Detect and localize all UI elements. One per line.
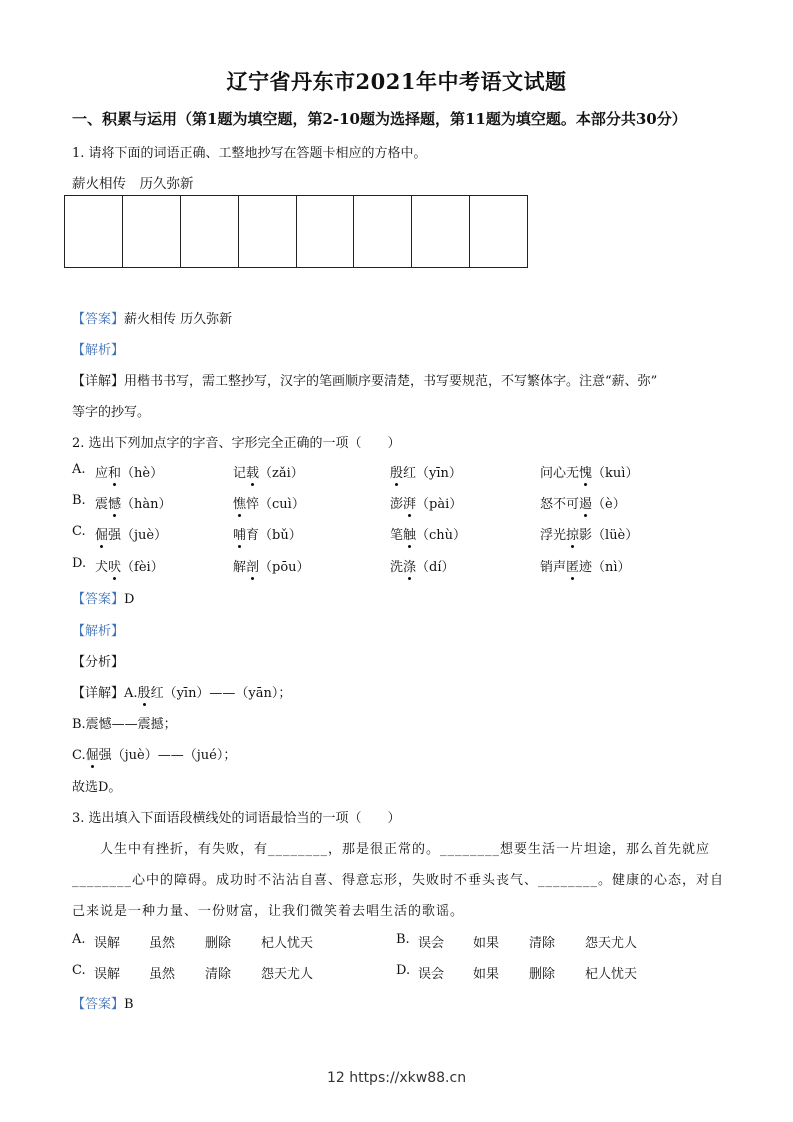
grid-cell [181, 196, 239, 267]
grid-cell [470, 196, 527, 267]
q3-option-word: 虽然 [149, 936, 176, 951]
q3-paragraph-line1: 人生中有挫折，有失败，有________，那是很正常的。________想要生活一片坦途，那么首先就应 [100, 842, 711, 857]
q2-option-item: 澎湃（pài） [390, 497, 463, 512]
q2-option-item: 哺育（bǔ） [233, 528, 302, 543]
q3-answer-line [72, 993, 134, 1012]
q1-detail-text: 用楷书书写，需工整抄写，汉字的笔画顺序要清楚，书写要规范，不写繁体字。注意“薪、弥” [124, 374, 658, 389]
q2-option-item: 销声匿迹（nì） [540, 560, 631, 575]
q3-option-label: B. [396, 932, 410, 947]
q3-option-word: 杞人忧天 [585, 967, 638, 982]
answer-tag: 【答案】 [72, 997, 125, 1012]
q2-option-label: C. [72, 524, 86, 539]
grid-cell [239, 196, 297, 267]
q1-words: 薪火相传 历久弥新 [72, 176, 194, 192]
q2-option-item: 笔触（chù） [390, 528, 467, 543]
q2-option-item: 记载（zǎi） [233, 466, 304, 481]
grid-cell [412, 196, 470, 267]
q2-option-item: 洗涤（dí） [390, 560, 455, 575]
q3-paragraph-line2: ________心中的障碍。成功时不沾沾自喜、得意忘形，失败时不垂头丧气、________。健康的心态，对自 [72, 873, 725, 888]
q3-option-word: 清除 [529, 936, 556, 951]
q3-option-label: D. [396, 963, 411, 978]
q3-option-word: 杞人忧天 [261, 936, 314, 951]
q2-option-item: 浮光掠影（lüè） [540, 528, 639, 543]
q3-option-word: 怨天尤人 [261, 967, 314, 982]
q2-option-item: 犬吠（fèi） [95, 560, 164, 575]
detail-tag: 【详解】 [72, 686, 125, 701]
grid-cell [123, 196, 181, 267]
q2-option-item: 殷红（yīn） [390, 466, 462, 481]
q3-option-word: 怨天尤人 [585, 936, 638, 951]
q1-detail-line2: 等字的抄写。 [72, 405, 151, 420]
page-footer: 12 https://xkw88.cn [326, 1070, 467, 1086]
q2-conclusion: 故选D。 [72, 780, 122, 795]
q3-answer: B [124, 997, 134, 1012]
grid-cell [354, 196, 412, 267]
q3-option-word: 清除 [205, 967, 232, 982]
analysis-tag: 【解析】 [72, 624, 125, 639]
q3-option-word: 如果 [473, 967, 500, 982]
q1-answer: 薪火相传 历久弥新 [124, 312, 233, 327]
q3-option-label: C. [72, 963, 86, 978]
q1-detail-line1 [72, 370, 657, 389]
grid-cell [65, 196, 123, 267]
q2-answer: D [124, 592, 135, 607]
q3-option-word: 误解 [94, 967, 121, 982]
q2-option-item: 憔悴（cuì） [233, 497, 305, 512]
copy-grid [64, 195, 528, 268]
q2-detail-a: 【详解】A.殷红（yīn）——（yān）； [72, 686, 292, 701]
q2-answer-line [72, 588, 134, 607]
q3-option-word: 误会 [418, 936, 445, 951]
q2-option-item: 解剖（pōu） [233, 560, 310, 575]
q2-option-label: A. [72, 462, 86, 477]
q1-answer-line [72, 308, 232, 327]
q3-option-word: 如果 [473, 936, 500, 951]
q2-option-label: B. [72, 493, 86, 508]
answer-tag: 【答案】 [72, 592, 125, 607]
q2-detail-b: B.震憾——震撼； [72, 717, 177, 732]
analysis-tag: 【解析】 [72, 343, 125, 358]
q3-option-word: 删除 [529, 967, 556, 982]
q2-detail-c: C.倔强（juè）——（jué）； [72, 748, 237, 763]
q2-option-item: 问心无愧（kuì） [540, 466, 639, 481]
q3-stem: 3. 选出填入下面语段横线处的词语最恰当的一项（ ） [72, 811, 401, 826]
q3-paragraph-line3: 己来说是一种力量、一份财富，让我们微笑着去唱生活的歌谣。 [72, 904, 465, 919]
q3-option-word: 误解 [94, 936, 121, 951]
q3-option-word: 误会 [418, 967, 445, 982]
page-title: 辽宁省丹东市2021年中考语文试题 [226, 69, 567, 94]
fenxi-tag: 【分析】 [72, 655, 125, 670]
q2-option-item: 倔强（juè） [95, 528, 168, 543]
answer-tag: 【答案】 [72, 312, 125, 327]
q2-option-item: 应和（hè） [95, 466, 164, 481]
q3-option-word: 删除 [205, 936, 232, 951]
q1-stem: 1. 请将下面的词语正确、工整地抄写在答题卡相应的方格中。 [72, 146, 427, 161]
section-heading: 一、积累与运用（第1题为填空题，第2-10题为选择题，第11题为填空题。本部分共30分） [72, 110, 687, 128]
q2-option-item: 震憾（hàn） [95, 497, 172, 512]
q2-option-label: D. [72, 556, 87, 571]
detail-tag: 【详解】 [72, 374, 125, 389]
q2-stem: 2. 选出下列加点字的字音、字形完全正确的一项（ ） [72, 436, 401, 451]
q3-option-word: 虽然 [149, 967, 176, 982]
q2-option-item: 怒不可遏（è） [540, 497, 626, 512]
q3-option-label: A. [72, 932, 86, 947]
grid-cell [297, 196, 355, 267]
